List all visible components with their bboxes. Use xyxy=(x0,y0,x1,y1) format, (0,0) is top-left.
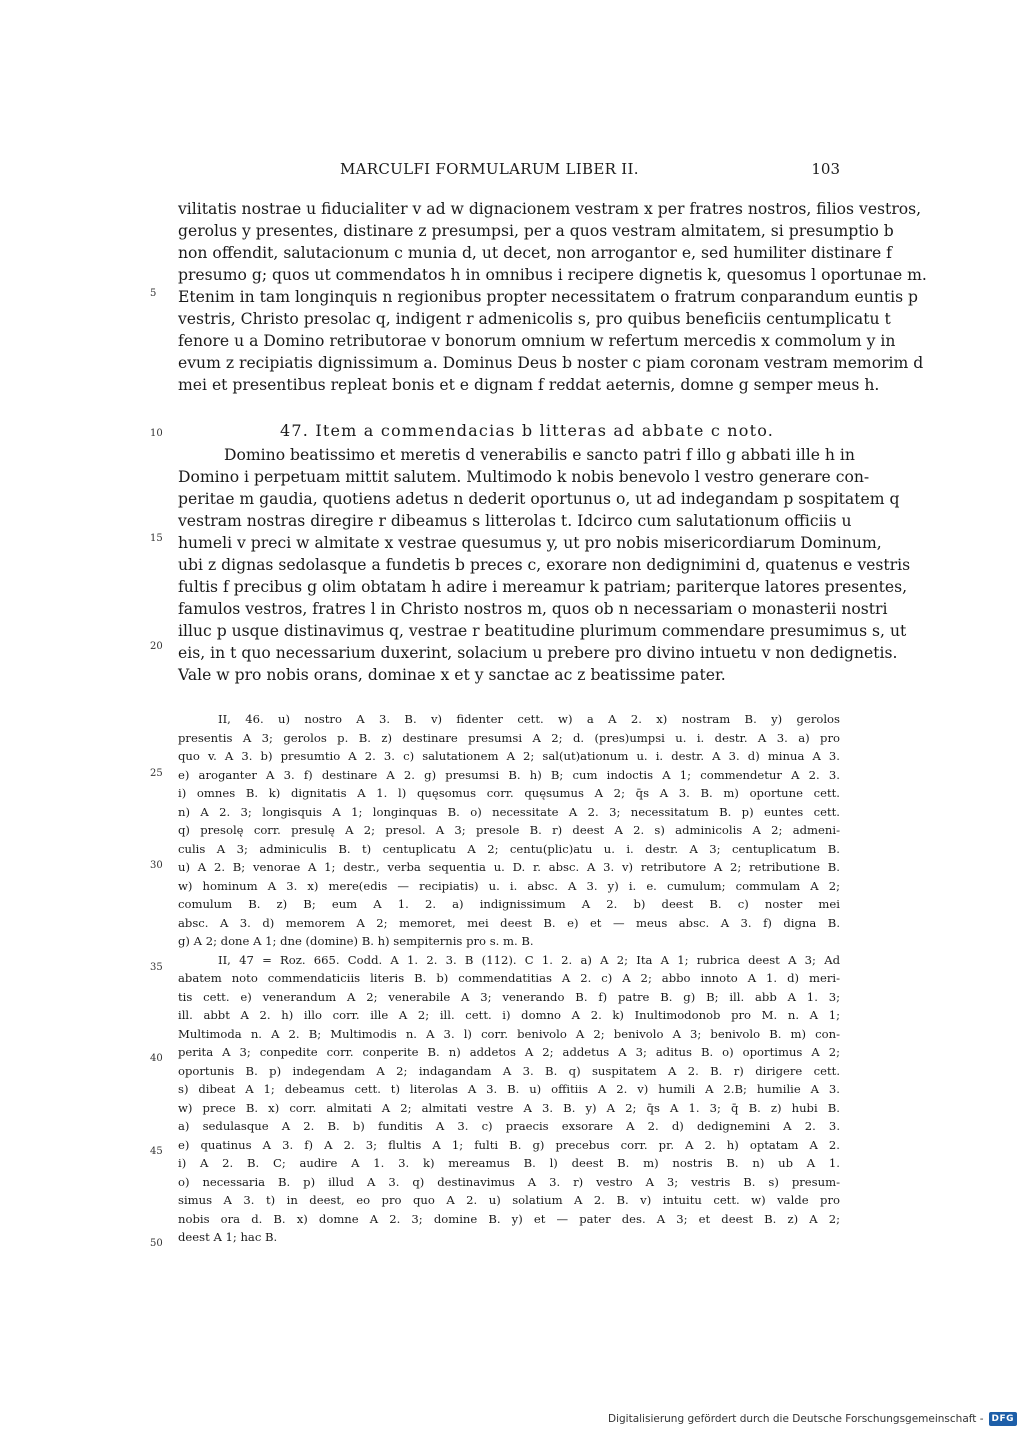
text-line: mei et presentibus repleat bonis et e dignam f reddat aeternis, domne g semper meus h. xyxy=(178,376,880,394)
line-number: 40 xyxy=(150,1053,163,1064)
text-line: evum z recipiatis dignissimum a. Dominus Deus b noster c piam coronam vestram memorim d xyxy=(178,354,924,372)
text-line: culis A 3; adminiculis B. t) centuplicatu A 2; centu(plic)atu u. i. destr. A 3; centuplicatum B. xyxy=(178,841,840,856)
line-number: 50 xyxy=(150,1238,163,1249)
text-line: ubi z dignas sedolasque a fundetis b preces c, exorare non dedignimini d, quatenus e vestris xyxy=(178,556,911,574)
formula-text-block xyxy=(178,444,911,686)
text-line: vestram nostras diregire r dibeamus s litterolas t. Idcirco cum salutationum officiis u xyxy=(178,512,852,530)
text-line: oportunis B. p) indegendam A 2; indagandam A 3. B. q) suspitatem A 2. B. r) dirigere cett. xyxy=(178,1063,840,1078)
text-line: Multimoda n. A 2. B; Multimodis n. A 3. l) corr. benivolo A 2; benivolo A 3; benivolo B. m) con- xyxy=(178,1026,840,1041)
text-line: n) A 2. 3; longisquis A 1; longinquas B. o) necessitate A 2. 3; necessitatum B. p) euntes cett. xyxy=(178,804,840,819)
text-line: Vale w pro nobis orans, dominae x et y sanctae ac z beatissime pater. xyxy=(178,666,726,684)
text-line: Domino beatissimo et meretis d venerabilis e sancto patri f illo g abbati ille h in xyxy=(224,446,855,464)
text-line: vilitatis nostrae u fiducialiter v ad w dignacionem vestram x per fratres nostros, filios vestros, xyxy=(178,200,922,218)
page-number: 103 xyxy=(811,160,840,178)
text-line: abatem noto commendaticiis literis B. b) commendatitias A 2. c) A 2; abbo innoto A 1. d) meri- xyxy=(178,971,840,985)
dfg-logo-icon: DFG xyxy=(989,1412,1017,1426)
text-line: deest A 1; hac B. xyxy=(178,1230,278,1244)
text-line: vestris, Christo presolac q, indigent r admenicolis s, pro quibus beneficiis centumplicatu t xyxy=(178,310,891,328)
text-line: a) sedulasque A 2. B. b) funditis A 3. c) praecis exsorare A 2. d) dedignemini A 2. 3. xyxy=(178,1119,840,1133)
text-line: nobis ora d. B. x) domne A 2. 3; domine B. y) et — pater des. A 3; et deest B. z) A 2; xyxy=(178,1211,840,1226)
text-line: q) presolę corr. presulę A 2; presol. A 3; presole B. r) deest A 2. s) adminicolis A 2; admeni- xyxy=(178,823,840,837)
text-line: u) A 2. B; venorae A 1; destr., verba sequentia u. D. r. absc. A 3. v) retributore A 2; retributione B. xyxy=(178,860,840,874)
text-line: tis cett. e) venerandum A 2; venerabile A 3; venerando B. f) patre B. g) B; ill. abb A 1. 3; xyxy=(178,989,840,1004)
text-line: gerolus y presentes, distinare z presumpsi, per a quos vestram almitatem, si presumptio b xyxy=(178,222,894,240)
line-number: 5 xyxy=(150,288,157,299)
text-line: Domino i perpetuam mittit salutem. Multimodo k nobis benevolo l vestro generare con- xyxy=(178,468,870,486)
text-line: i) A 2. B. C; audire A 1. 3. k) mereamus B. l) deest B. m) nostris B. n) ub A 1. xyxy=(178,1156,840,1170)
line-number: 20 xyxy=(150,641,163,652)
text-line: perita A 3; conpedite corr. conperite B. n) addetos A 2; addetus A 3; aditus B. o) oportimus A 2; xyxy=(178,1045,840,1059)
text-line: s) dibeat A 1; debeamus cett. t) literolas A 3. B. u) offitiis A 2. v) humili A 2.B; humilie A 3. xyxy=(178,1082,840,1096)
text-line: g) A 2; done A 1; dne (domine) B. h) sempiternis pro s. m. B. xyxy=(178,934,534,948)
section-heading: 47. Item a commendacias b litteras ad abbate c noto. xyxy=(280,421,775,440)
text-line: presentis A 3; gerolos p. B. z) destinare presumsi A 2; d. (pres)umpsi u. i. destr. A 3. a) pro xyxy=(178,730,840,745)
text-line: Etenim in tam longinquis n regionibus propter necessitatem o fratrum conparandum euntis p xyxy=(178,288,919,306)
text-line: e) aroganter A 3. f) destinare A 2. g) presumsi B. h) B; cum indoctis A 1; commendetur A 2. 3. xyxy=(178,767,840,782)
text-line: w) prece B. x) corr. almitati A 2; almitati vestre A 3. B. y) A 2; q̄s A 1. 3; q̄ B. z) hubi B. xyxy=(178,1100,840,1115)
text-line: fultis f precibus g olim obtatam h adire i mereamur k patriam; pariterque latores presentes, xyxy=(178,578,908,596)
main-text-block xyxy=(178,198,927,396)
text-line: w) hominum A 3. x) mere(edis — recipiatis) u. i. absc. A 3. y) i. e. cumulum; commulam A 2; xyxy=(178,878,840,893)
text-line: fenore u a Domino retributorae v bonorum omnium w refertum mercedis x commolum y in xyxy=(178,332,896,350)
text-line: absc. A 3. d) memorem A 2; memoret, mei deest B. e) et — meus absc. A 3. f) digna B. xyxy=(178,915,840,930)
text-line: e) quatinus A 3. f) A 2. 3; flultis A 1; fulti B. g) precebus corr. pr. A 2. h) optatam A 2. xyxy=(178,1137,840,1152)
text-line: ill. abbt A 2. h) illo corr. ille A 2; ill. cett. i) domno A 2. k) Inultimodonob pro M. n. A 1; xyxy=(178,1008,840,1022)
line-number: 25 xyxy=(150,768,163,779)
text-line: i) omnes B. k) dignitatis A 1. l) quęsomus corr. quęsumus A 2; q̄s A 3. B. m) oportune cett. xyxy=(178,786,840,800)
footer-text: Digitalisierung gefördert durch die Deutsche Forschungsgemeinschaft - xyxy=(608,1413,984,1425)
text-line: comulum B. z) B; eum A 1. 2. a) indignissimum A 2. b) deest B. c) noster mei xyxy=(178,897,840,911)
text-line: eis, in t quo necessarium duxerint, solacium u prebere pro divino intuetu v non dedignetis. xyxy=(178,644,898,662)
line-number: 15 xyxy=(150,533,163,544)
line-number: 45 xyxy=(150,1146,163,1157)
line-number: 30 xyxy=(150,860,163,871)
text-line: peritae m gaudia, quotiens adetus n dederit oportunus o, ut ad indegandam p sospitatem q xyxy=(178,490,900,508)
text-line: humeli v preci w almitate x vestrae quesumus y, ut pro nobis misericordiarum Dominum, xyxy=(178,534,882,552)
text-line: famulos vestros, fratres l in Christo nostros m, quos ob n necessariam o monasterii nostri xyxy=(178,600,888,618)
text-line: presumo g; quos ut commendatos h in omnibus i recipere dignetis k, quesomus l oportunae m. xyxy=(178,266,927,284)
running-header xyxy=(340,160,840,184)
running-title: MARCULFI FORMULARUM LIBER II. xyxy=(340,160,639,178)
text-line: simus A 3. t) in deest, eo pro quo A 2. u) solatium A 2. B. v) intuitu cett. w) valde pro xyxy=(178,1193,840,1207)
text-line: non offendit, salutacionum c munia d, ut decet, non arrogantor e, sed humiliter distinare f xyxy=(178,244,892,262)
text-line: quo v. A 3. b) presumtio A 2. 3. c) salutationem A 2; sal(ut)ationum u. i. destr. A 3. d) minua A 3. xyxy=(178,749,840,763)
critical-apparatus xyxy=(178,710,840,1247)
digitization-footer xyxy=(608,1411,1017,1427)
text-line: o) necessaria B. p) illud A 3. q) destinavimus A 3. r) vestro A 3; vestris B. s) presum- xyxy=(178,1174,840,1189)
text-line: II, 47 = Roz. 665. Codd. A 1. 2. 3. B (112). C 1. 2. a) A 2; Ita A 1; rubrica deest A 3; Ad xyxy=(218,952,840,967)
line-number: 35 xyxy=(150,962,163,973)
text-line: illuc p usque distinavimus q, vestrae r beatitudine plurimum commendare presumimus s, ut xyxy=(178,622,907,640)
text-line: II, 46. u) nostro A 3. B. v) fidenter cett. w) a A 2. x) nostram B. y) gerolos xyxy=(218,712,840,726)
line-number: 10 xyxy=(150,428,163,439)
